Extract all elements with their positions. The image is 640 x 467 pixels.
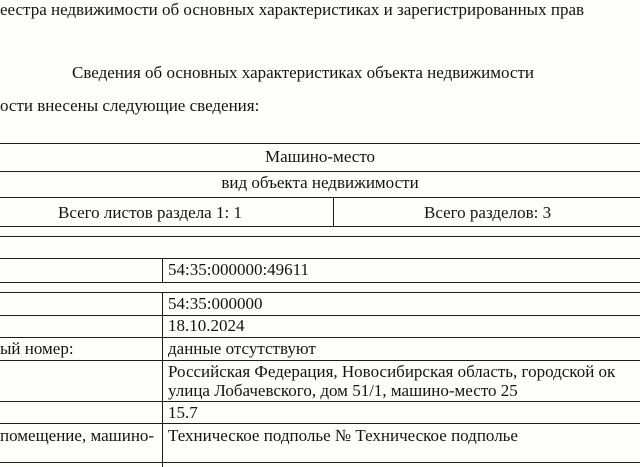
table-border: [0, 197, 640, 198]
table-border: [0, 360, 640, 361]
assignment-date: 18.10.2024: [168, 316, 245, 335]
cadastral-quarter: 54:35:000000: [168, 294, 263, 313]
row-label: помещение, машино-: [0, 426, 155, 445]
object-type-caption: вид объекта недвижимости: [221, 173, 419, 192]
row-label: ый номер:: [0, 339, 74, 358]
page-title: Сведения об основных характеристиках объекта недвижимости: [72, 63, 534, 82]
table-border: [0, 226, 640, 227]
table-border: [0, 462, 640, 463]
table-divider: [162, 258, 163, 282]
floor-value: Техническое подполье № Техническое подполье: [168, 426, 518, 445]
table-border: [0, 236, 640, 237]
sheets-count: Всего листов раздела 1: 1: [58, 203, 242, 222]
table-border: [0, 143, 640, 144]
intro-line: ости внесены следующие сведения:: [0, 96, 260, 115]
table-border: [0, 337, 640, 338]
previous-number: данные отсутствуют: [168, 339, 316, 358]
address-line-2: улица Лобачевского, дом 51/1, машино-место 25: [168, 381, 518, 400]
table-border: [0, 258, 640, 259]
sections-count: Всего разделов: 3: [424, 203, 552, 222]
table-border: [0, 423, 640, 424]
table-border: [0, 282, 640, 283]
address-line-1: Российская Федерация, Новосибирская область, городской ок: [168, 362, 616, 381]
table-border: [0, 171, 640, 172]
table-border: [0, 315, 640, 316]
table-border: [0, 401, 640, 402]
table-divider: [333, 197, 334, 226]
table-border: [0, 292, 640, 293]
object-type-value: Машино-место: [264, 147, 376, 166]
cadastral-number: 54:35:000000:49611: [168, 260, 310, 279]
table-divider: [162, 292, 163, 467]
document-header-line: еестра недвижимости об основных характеристиках и зарегистрированных прав: [0, 0, 585, 19]
area-value: 15.7: [168, 403, 198, 422]
